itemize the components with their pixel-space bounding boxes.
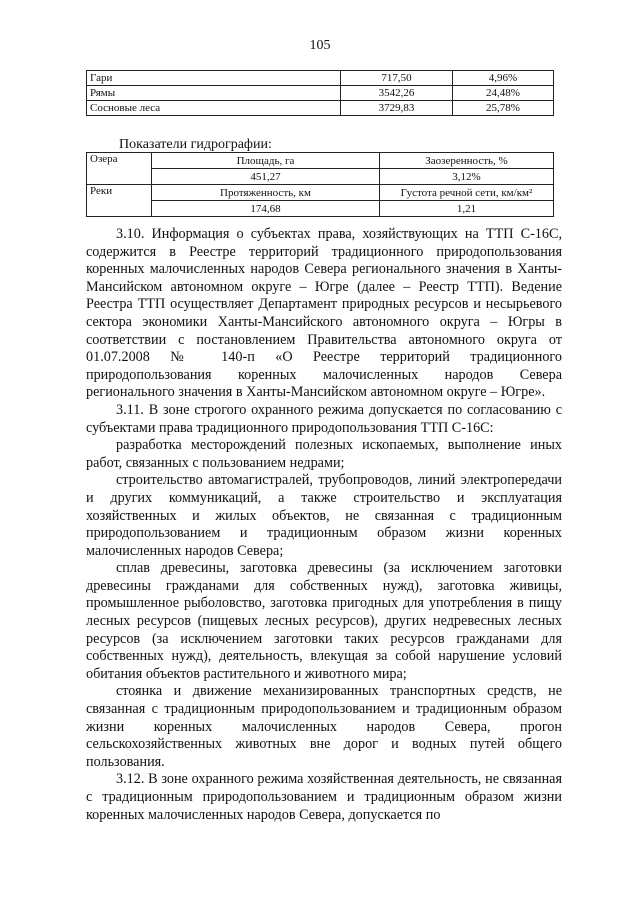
paragraph-3-12: 3.12. В зоне охранного режима хозяйственная деятельность, не связанная с традиционным природопользованием и традиционным образом жизни коренных малочисленных народов Севера, допускается по bbox=[86, 771, 562, 823]
rivers-label: Реки bbox=[87, 185, 152, 217]
percent-value: 24,48% bbox=[453, 86, 554, 101]
page-number: 105 bbox=[309, 38, 331, 53]
row-label: Гари bbox=[87, 71, 341, 86]
table-row bbox=[87, 169, 554, 185]
length-header: Протяженность, км bbox=[152, 185, 380, 201]
body-text bbox=[86, 226, 562, 824]
list-item: разработка месторождений полезных ископаемых, выполнение иных работ, связанных с пользованием недрами; bbox=[86, 437, 562, 471]
list-item: стоянка и движение механизированных транспортных средств, не связанная с традиционным природопользованием и традиционным образом жизни коренных малочисленных народов Севера, прогон сельскохозяйственных животных вне дорог и водных путей общего пользования. bbox=[86, 683, 562, 770]
length-value: 174,68 bbox=[152, 201, 380, 217]
table-row bbox=[87, 71, 554, 86]
density-header: Густота речной сети, км/км² bbox=[380, 185, 554, 201]
area-value: 717,50 bbox=[341, 71, 453, 86]
table-row bbox=[87, 153, 554, 169]
lakes-label: Озера bbox=[87, 153, 152, 185]
percent-value: 25,78% bbox=[453, 101, 554, 116]
row-label: Рямы bbox=[87, 86, 341, 101]
area-value: 3542,26 bbox=[341, 86, 453, 101]
paragraph-3-11: 3.11. В зоне строгого охранного режима допускается по согласованию с субъектами права традиционного природопользования ТТП С-16С: bbox=[86, 401, 562, 436]
lakiness-value: 3,12% bbox=[380, 169, 554, 185]
lakiness-header: Заозеренность, % bbox=[380, 153, 554, 169]
table-row bbox=[87, 201, 554, 217]
percent-value: 4,96% bbox=[453, 71, 554, 86]
row-label: Сосновые леса bbox=[87, 101, 341, 116]
hydrography-heading: Показатели гидрографии: bbox=[119, 137, 272, 152]
list-item: сплав древесины, заготовка древесины (за исключением заготовки древесины гражданами для собственных нужд), заготовка живицы, промышленное рыболовство, заготовка пригодных для употребления в пищу лесных ресурсов (пищевых лесных ресурсов), других недревесных лесных ресурсов (за исключением заготовки таких ресурсов гражданами для собственных нужд), деятельность, влекущая за собой нарушение условий обитания объектов растительного и животного мира; bbox=[86, 560, 562, 682]
table-row bbox=[87, 101, 554, 116]
density-value: 1,21 bbox=[380, 201, 554, 217]
table-row bbox=[87, 86, 554, 101]
area-value: 451,27 bbox=[152, 169, 380, 185]
area-header: Площадь, га bbox=[152, 153, 380, 169]
forest-types-table bbox=[86, 70, 554, 116]
hydrography-table bbox=[86, 152, 554, 217]
table-row bbox=[87, 185, 554, 201]
area-value: 3729,83 bbox=[341, 101, 453, 116]
list-item: строительство автомагистралей, трубопроводов, линий электропередачи и других коммуникаций, а также строительство и эксплуатация хозяйственных и жилых объектов, не связанная с традиционным природопользованием и традиционным образом жизни коренных малочисленных народов Севера; bbox=[86, 472, 562, 559]
paragraph-3-10: 3.10. Информация о субъектах права, хозяйствующих на ТТП С-16С, содержится в Реестре территорий традиционного природопользования коренных малочисленных народов Севера регионального значения в Ханты-Мансийском автономном округе – Югре (далее – Реестр ТТП). Ведение Реестра ТТП осуществляет Департамент природных ресурсов и несырьевого сектора экономики Ханты-Мансийского автономного округа – Югры в соответствии с постановлением Правительства автономного округа от 01.07.2008 № 140-п «О Реестре территорий традиционного природопользования коренных малочисленных народов Севера регионального значения в Ханты-Мансийском автономном округе – Югре». bbox=[86, 226, 562, 401]
